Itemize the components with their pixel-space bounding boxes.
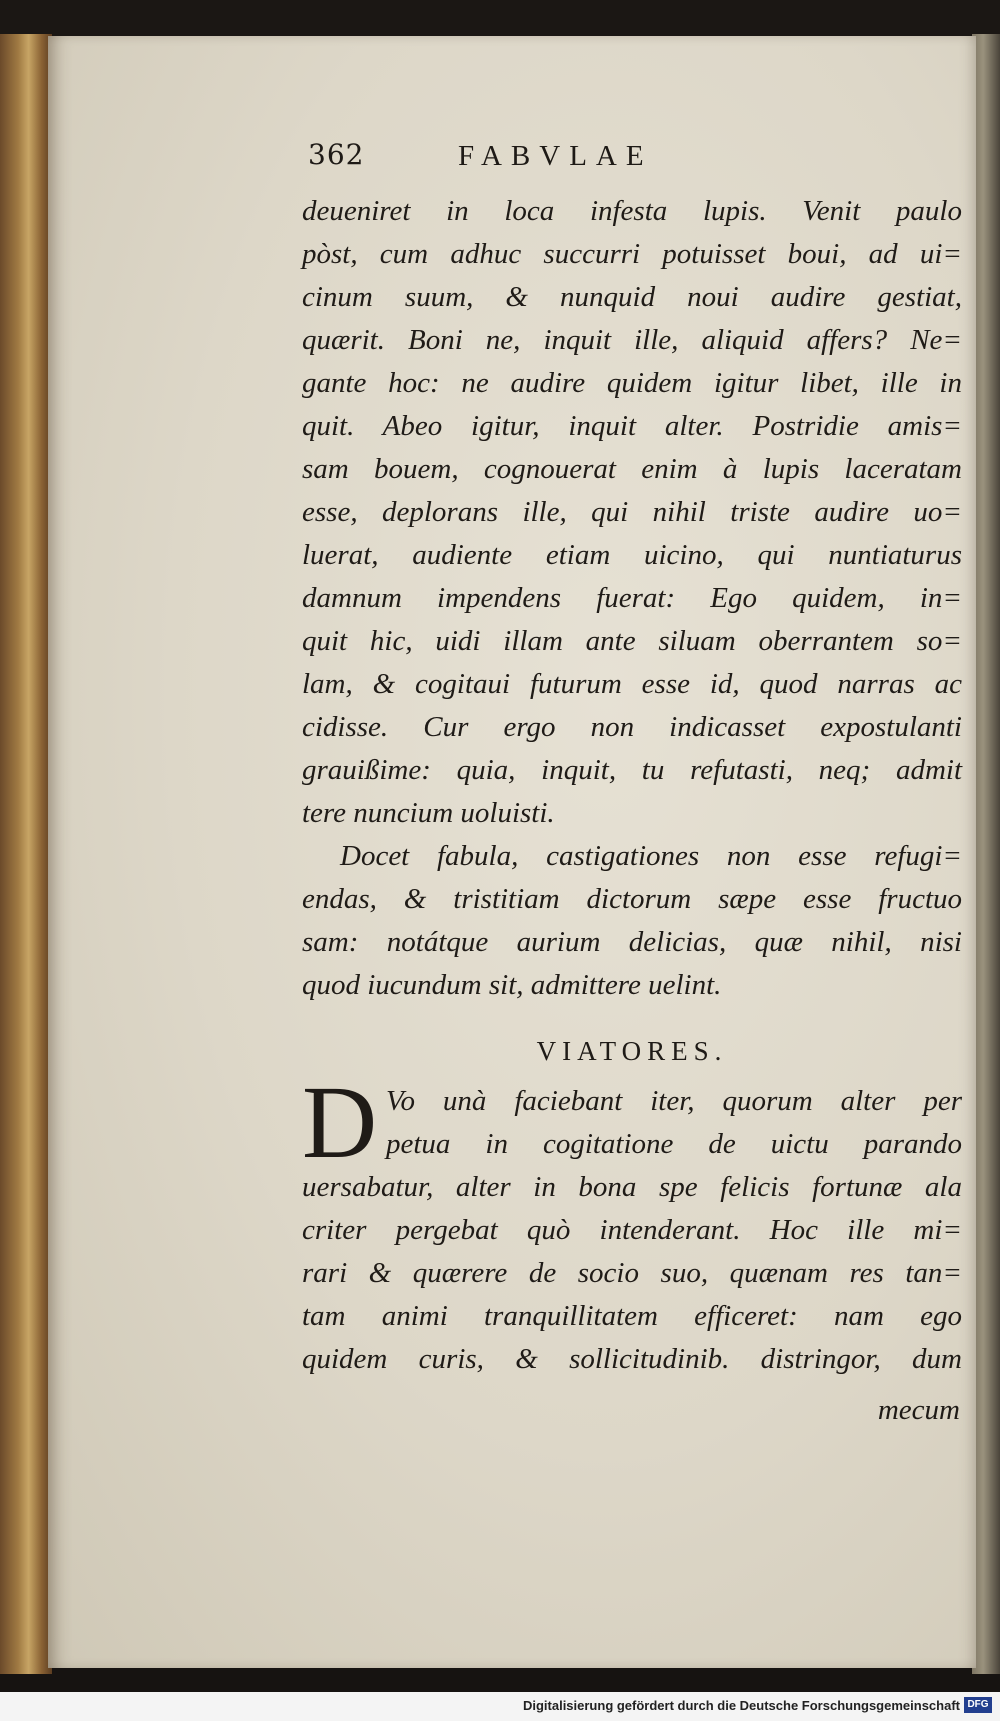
text-line: petua in cogitatione de uictu parando	[386, 1128, 962, 1160]
running-title: FABVLAE	[458, 140, 653, 172]
text-line: deueniret in loca infesta lupis. Venit paulo	[302, 195, 962, 227]
moral-line: sam: notátque aurium delicias, quæ nihil, nisi	[302, 926, 962, 958]
drop-cap-initial: D	[302, 1065, 378, 1180]
text-line: uersabatur, alter in bona spe felicis fortunæ ala	[302, 1171, 962, 1203]
section-heading: VIATORES.	[536, 1036, 728, 1066]
text-line: cidisse. Cur ergo non indicasset expostulanti	[302, 711, 962, 743]
funding-credit: Digitalisierung gefördert durch die Deutsche Forschungsgemeinschaft	[522, 1698, 960, 1713]
scan-top-border	[0, 0, 1000, 40]
book-spine-edge	[0, 34, 52, 1674]
text-line: tere nuncium uoluisti.	[302, 797, 555, 829]
text-line: cinum suum, & nunquid noui audire gestiat,	[302, 281, 962, 313]
text-line: luerat, audiente etiam uicino, qui nuntiaturus	[302, 539, 962, 571]
moral-line: Docet fabula, castigationes non esse refugi=	[340, 840, 962, 872]
text-line: quærit. Boni ne, inquit ille, aliquid affers? Ne=	[302, 324, 962, 356]
page-fore-edge	[972, 34, 1000, 1674]
moral-line: endas, & tristitiam dictorum sæpe esse fructuo	[302, 883, 962, 915]
moral-line: quod iucundum sit, admittere uelint.	[302, 969, 722, 1001]
text-line: esse, deplorans ille, qui nihil triste audire uo=	[302, 496, 962, 528]
text-line: quit hic, uidi illam ante siluam oberrantem so=	[302, 625, 962, 657]
text-line: lam, & cogitaui futurum esse id, quod narras ac	[302, 668, 962, 700]
text-line: criter pergebat quò intenderant. Hoc ille mi=	[302, 1214, 962, 1246]
text-line: grauißime: quia, inquit, tu refutasti, neq; admit	[302, 754, 962, 786]
page-number: 362	[308, 138, 365, 171]
page-header	[308, 138, 948, 188]
text-line: damnum impendens fuerat: Ego quidem, in=	[302, 582, 962, 614]
text-line: gante hoc: ne audire quidem igitur libet, ille in	[302, 367, 962, 399]
text-line: Vo unà faciebant iter, quorum alter per	[386, 1085, 962, 1117]
section-text	[302, 1065, 962, 1381]
text-line: sam bouem, cognouerat enim à lupis laceratam	[302, 453, 962, 485]
text-line: quidem curis, & sollicitudinib. distringor, dum	[302, 1343, 962, 1375]
text-line: pòst, cum adhuc succurri potuisset boui, ad ui=	[302, 238, 962, 270]
text-line: rari & quærere de socio suo, quænam res tan=	[302, 1257, 962, 1289]
catchword: mecum	[877, 1394, 960, 1426]
dfg-logo: DFG	[964, 1697, 992, 1713]
text-line: quit. Abeo igitur, inquit alter. Postridie amis=	[302, 410, 962, 442]
fable-text	[302, 190, 962, 1007]
text-line: tam animi tranquillitatem efficeret: nam ego	[302, 1300, 962, 1332]
